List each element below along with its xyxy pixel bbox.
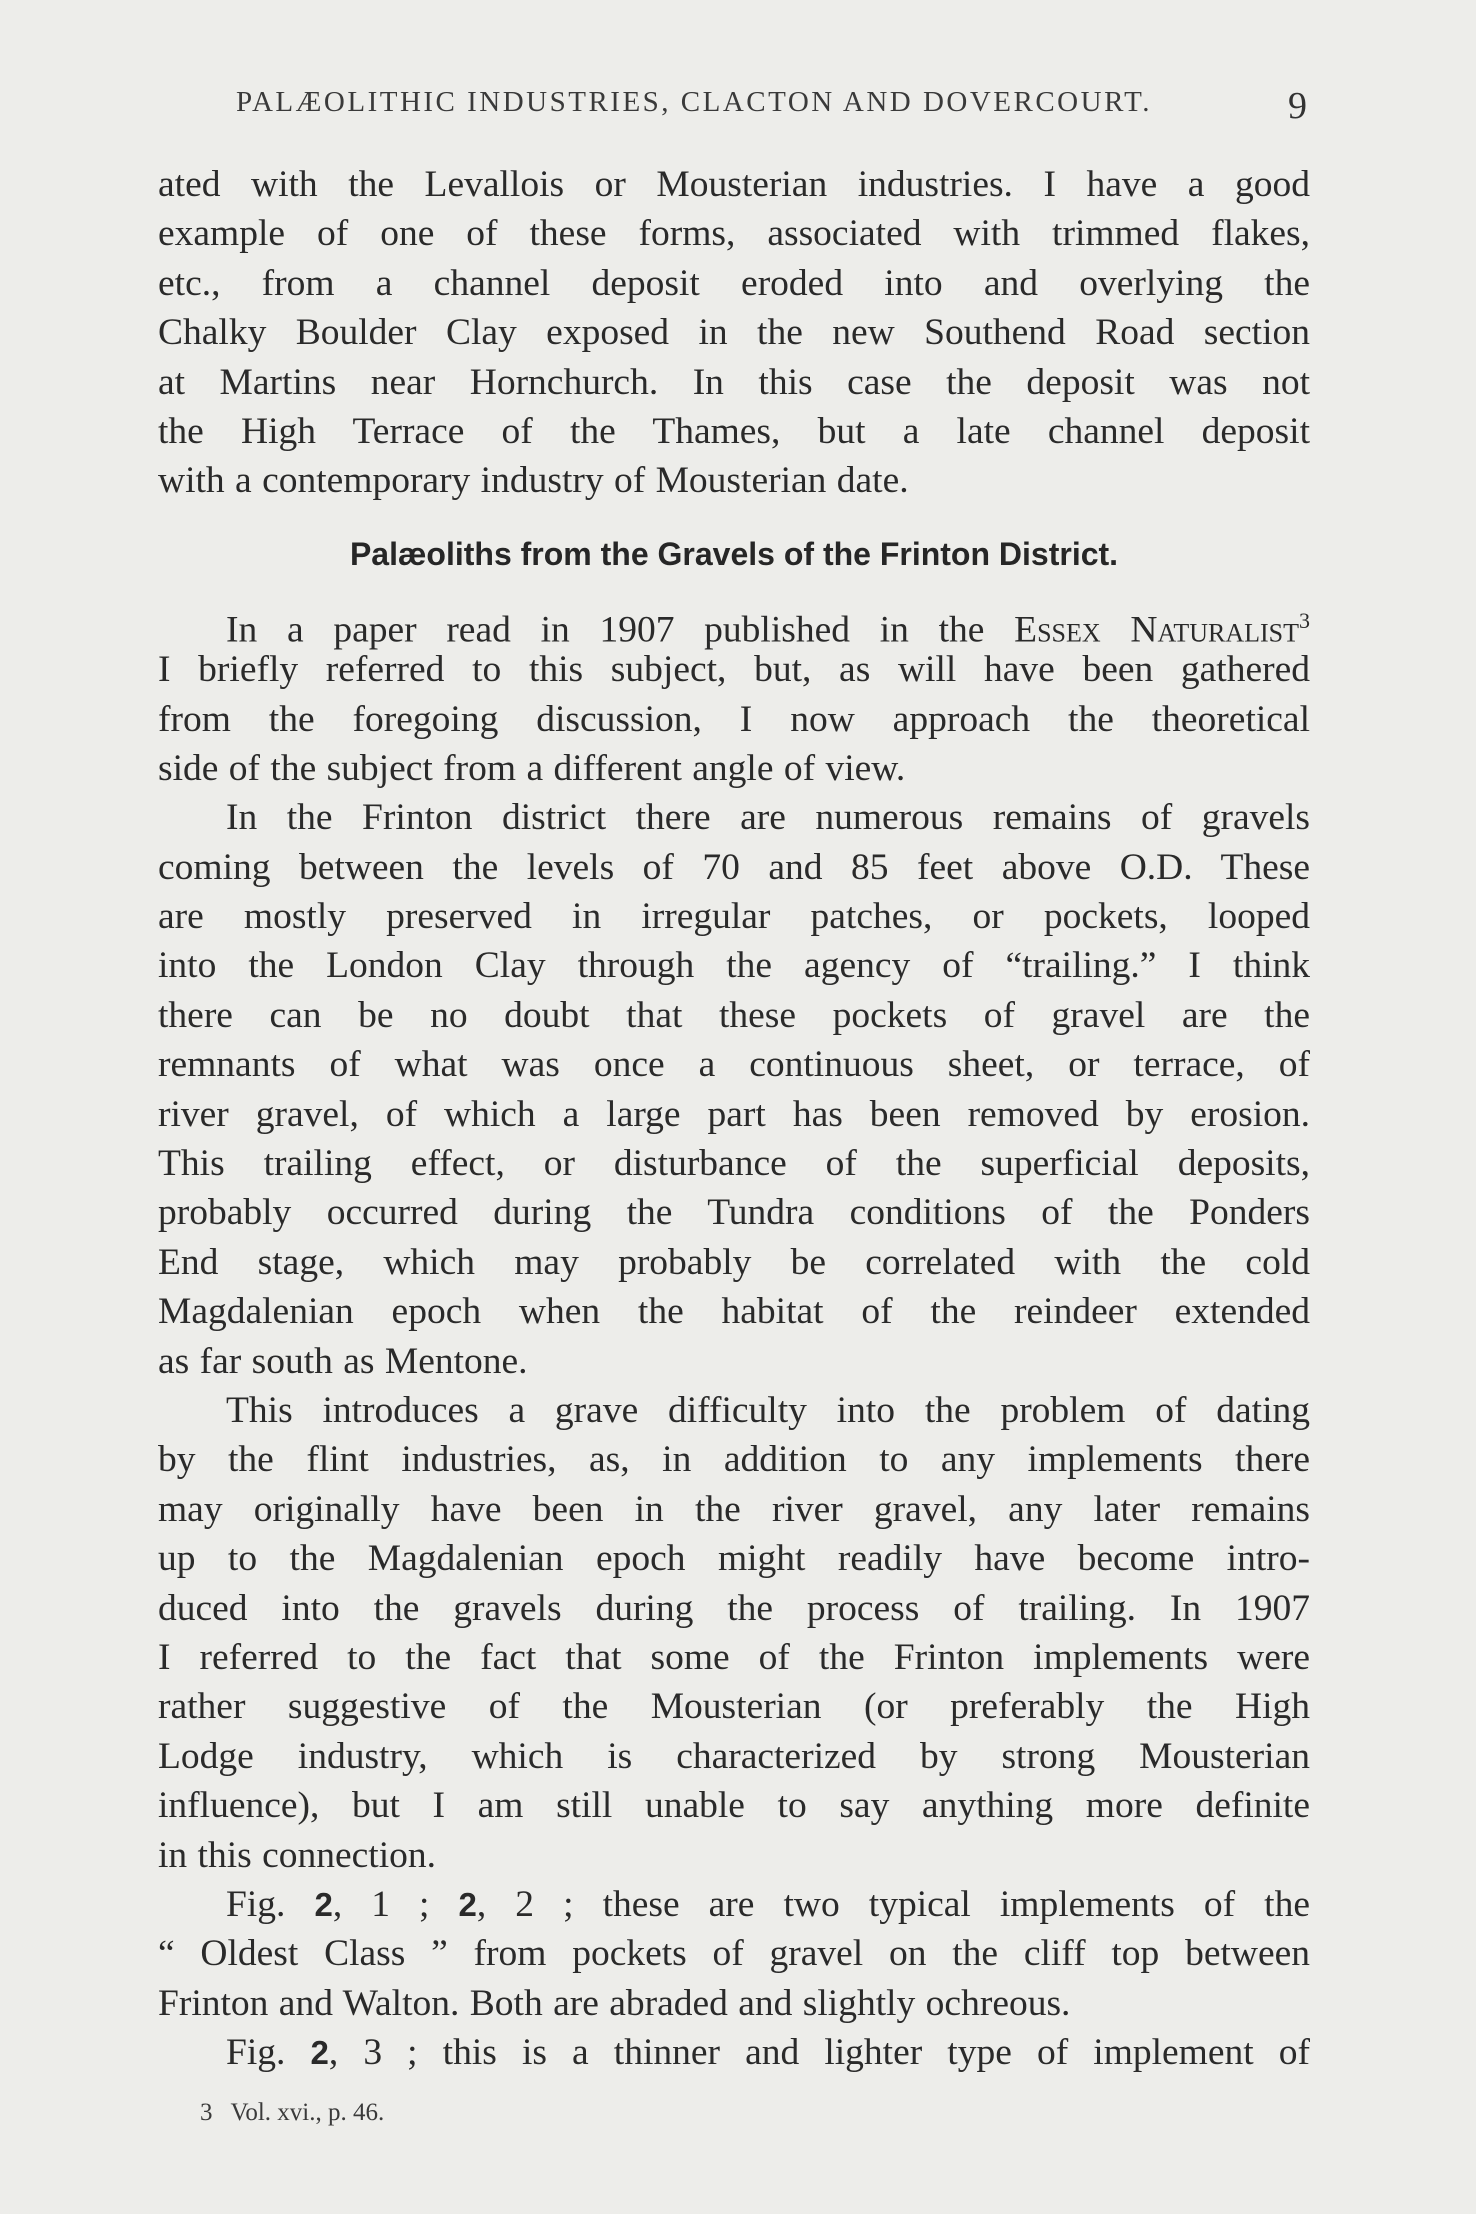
paragraph (158, 793, 1310, 1386)
figure-number: 2 (310, 2034, 329, 2072)
text-line: This introduces a grave difficulty into the problem of dating (226, 1389, 1310, 1431)
text-line: influence), but I am still unable to say anything more definite (158, 1785, 1310, 1827)
text-line: there can be no doubt that these pockets of gravel are the (158, 994, 1310, 1036)
text-line: may originally have been in the river gravel, any later remains (158, 1488, 1310, 1530)
text-line: up to the Magdalenian epoch might readily have become intro- (158, 1538, 1310, 1580)
text-span: Fig. (226, 2032, 311, 2074)
figure-number: 2 (314, 1885, 333, 1923)
text-line: remnants of what was once a continuous sheet, or terrace, of (158, 1044, 1310, 1086)
text-span: Fig. (226, 1883, 315, 1925)
text-line: ated with the Levallois or Mousterian industries. I have a good (158, 164, 1310, 205)
paragraph (158, 1386, 1310, 1880)
text-line (158, 2028, 1310, 2077)
text-line: In the Frinton district there are numerous remains of gravels (226, 797, 1310, 839)
text-line: coming between the levels of 70 and 85 feet above O.D. These (158, 846, 1310, 888)
text-line: example of one of these forms, associated with trimmed flakes, (158, 213, 1310, 255)
text-span: , 2 ; these are two typical implements of the (476, 1883, 1310, 1925)
figure-number: 2 (458, 1885, 477, 1923)
text-line: Lodge industry, which is characterized by strong Mousterian (158, 1735, 1310, 1777)
footnote-ref: 3 (1299, 607, 1310, 633)
text-line: with a contemporary industry of Mousterian date. (158, 460, 909, 502)
text-line: probably occurred during the Tundra conditions of the Ponders (158, 1192, 1310, 1234)
text-line: as far south as Mentone. (158, 1340, 528, 1382)
text-line: Chalky Boulder Clay exposed in the new Southend Road section (158, 312, 1310, 354)
footnote-text: Vol. xvi., p. 46. (230, 2099, 385, 2126)
text-line: river gravel, of which a large part has been removed by erosion. (158, 1093, 1310, 1135)
text-line: I briefly referred to this subject, but, as will have been gathered (158, 649, 1310, 691)
text-line: are mostly preserved in irregular patches, or pockets, looped (158, 896, 1310, 938)
section-heading: Palæoliths from the Gravels of the Frinton District. (349, 535, 1119, 572)
text-line: at Martins near Hornchurch. In this case the deposit was not (158, 361, 1310, 403)
text-line: I referred to the fact that some of the Frinton implements were (158, 1636, 1310, 1678)
text-line: Frinton and Walton. Both are abraded and slightly ochreous. (158, 1982, 1071, 2024)
paragraph (158, 2028, 1310, 2077)
footnote (200, 2099, 384, 2127)
body-text (158, 160, 1310, 2077)
running-head: PALÆOLITHIC INDUSTRIES, CLACTON AND DOVERCOURT. (236, 86, 1152, 118)
text-line: This trailing effect, or disturbance of the superficial deposits, (158, 1143, 1310, 1185)
text-line: “ Oldest Class ” from pockets of gravel on the cliff top between (158, 1933, 1310, 1975)
paragraph-continuation (158, 160, 1310, 506)
text-line: the High Terrace of the Thames, but a late channel deposit (158, 410, 1310, 452)
text-line: in this connection. (158, 1834, 436, 1876)
page-number: 9 (1288, 85, 1307, 127)
text-line: duced into the gravels during the process of trailing. In 1907 (158, 1587, 1310, 1629)
text-line: from the foregoing discussion, I now approach the theoretical (158, 698, 1310, 740)
paragraph (158, 1880, 1310, 2028)
journal-title: Essex Naturalist (1014, 609, 1299, 651)
text-line (158, 1880, 1310, 1929)
paragraph (158, 596, 1310, 794)
text-line: End stage, which may probably be correlated with the cold (158, 1241, 1310, 1283)
text-line: into the London Clay through the agency of “trailing.” I think (158, 945, 1310, 987)
text-span: In a paper read in 1907 published in the (226, 609, 1015, 651)
text-line: etc., from a channel deposit eroded into and overlying the (158, 262, 1310, 304)
text-span: , 3 ; this is a thinner and lighter type of implement of (328, 2032, 1310, 2074)
text-line (158, 596, 1310, 651)
footnote-mark: 3 (200, 2099, 213, 2126)
text-line: rather suggestive of the Mousterian (or preferably the High (158, 1686, 1310, 1728)
text-line: by the flint industries, as, in addition to any implements there (158, 1439, 1310, 1481)
text-line: side of the subject from a different angle of view. (158, 747, 906, 789)
text-line: Magdalenian epoch when the habitat of the reindeer extended (158, 1291, 1310, 1333)
text-span: , 1 ; (332, 1883, 459, 1925)
